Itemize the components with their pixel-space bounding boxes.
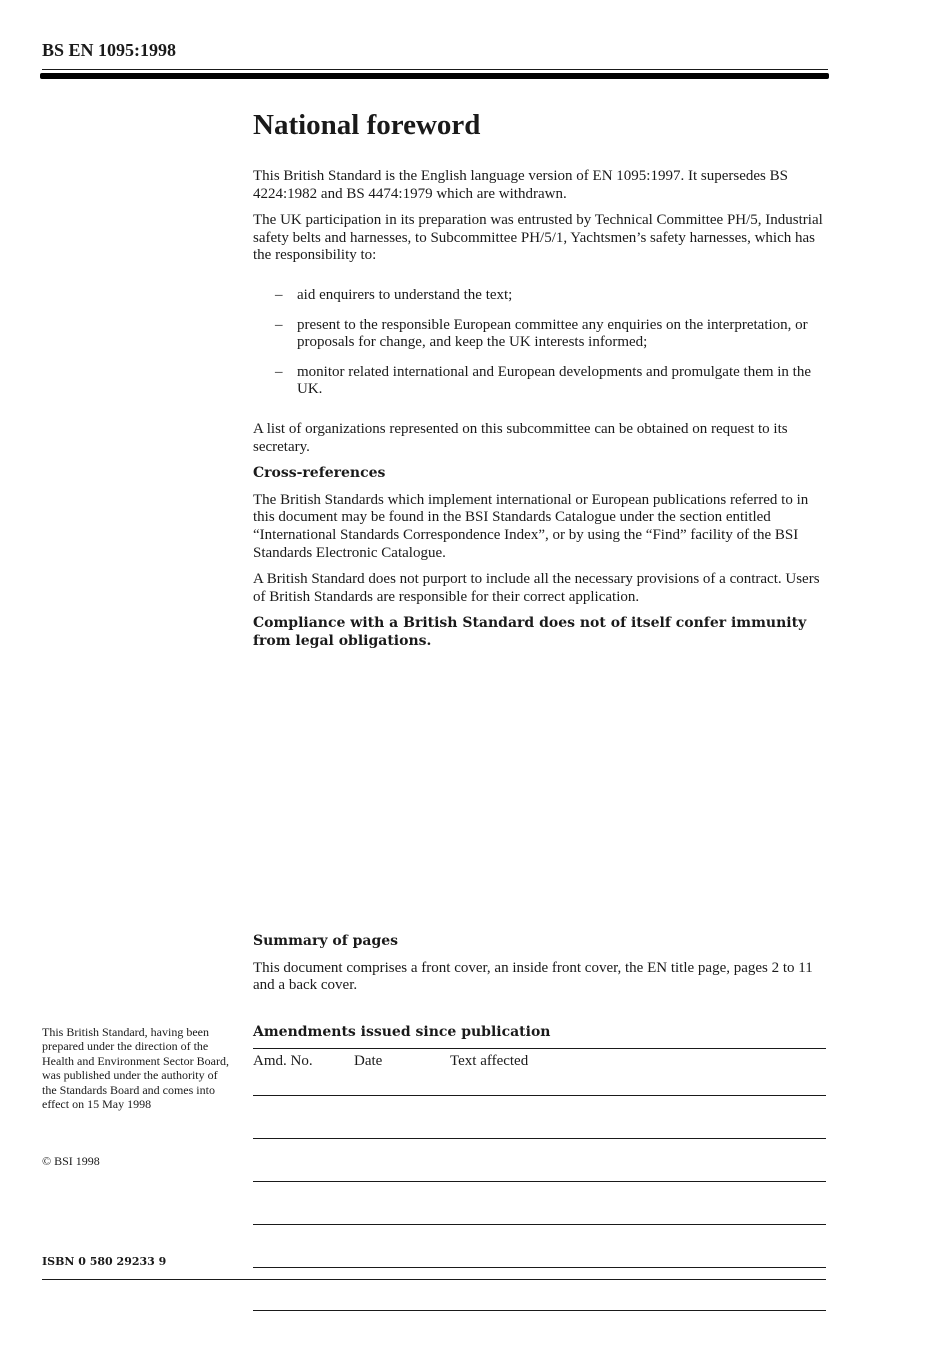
column-header-amd-no: Amd. No. (253, 1049, 354, 1096)
table-cell (450, 1182, 826, 1225)
document-code-header: BS EN 1095:1998 (42, 40, 177, 60)
table-row (253, 1139, 826, 1182)
table-cell (354, 1182, 450, 1225)
table-cell (253, 1225, 354, 1268)
table-row (253, 1225, 826, 1268)
paragraph-cross-references: The British Standards which implement international or European publications referred to in this document may be found in the BSI Standards Catalogue under the section entitled “International Standards Correspondence Index”, or by using the “Find” facility of the BSI Standards Electronic Catalogue. (253, 491, 809, 561)
compliance-statement: Compliance with a British Standard does not of itself confer immunity from legal obligations. (253, 615, 807, 649)
amendments-heading: Amendments issued since publication (253, 1024, 826, 1049)
table-row (253, 1096, 826, 1139)
dash-bullet: – (275, 363, 283, 380)
summary-heading: Summary of pages (253, 933, 399, 949)
summary-of-pages-section (253, 933, 828, 995)
responsibility-list (253, 287, 828, 399)
table-row (253, 1268, 826, 1311)
table-cell (253, 1139, 354, 1182)
amendments-header-row (253, 1049, 826, 1096)
paragraph-participation: The UK participation in its preparation was entrusted by Technical Committee PH/5, Industrial safety belts and harnesses, to Subcommittee PH/5/1, Yachtsmen’s safety harnesses, which has the responsibility to: (253, 212, 823, 264)
list-item (253, 317, 828, 352)
paragraph-supersedes: This British Standard is the English language version of EN 1095:1997. It supersedes BS 4224:1982 and BS 4474:1979 which are withdrawn. (253, 168, 788, 202)
national-foreword-section (253, 108, 828, 659)
list-item-text: monitor related international and European developments and promulgate them in the UK. (297, 363, 812, 398)
table-cell (450, 1139, 826, 1182)
table-cell (450, 1096, 826, 1139)
table-cell (253, 1096, 354, 1139)
footer-rule (42, 1279, 826, 1280)
summary-text: This document comprises a front cover, an inside front cover, the EN title page, pages 2 to 11 and a back cover. (253, 959, 813, 994)
publication-note-text: This British Standard, having been prepared under the direction of the Health and Environment Sector Board, was published under the authority of the Standards Board and comes into effect on 15 May 1998 (42, 1025, 229, 1112)
table-cell (450, 1268, 826, 1311)
paragraph-organizations: A list of organizations represented on this subcommittee can be obtained on request to its secretary. (253, 420, 788, 455)
table-cell (253, 1182, 354, 1225)
copyright-notice: © BSI 1998 (42, 1154, 100, 1168)
amendments-table (253, 1049, 826, 1311)
list-item-text: aid enquirers to understand the text; (297, 286, 513, 303)
header-rule-thin (42, 69, 828, 70)
page-title: National foreword (253, 109, 481, 141)
list-item-text: present to the responsible European committee any enquiries on the interpretation, or proposals for change, and keep the UK interests informed; (297, 316, 808, 351)
publication-note (42, 1025, 232, 1111)
isbn-number: ISBN 0 580 29233 9 (42, 1255, 167, 1268)
paragraph-provisions: A British Standard does not purport to include all the necessary provisions of a contract. Users of British Standards are responsible for their correct application. (253, 571, 820, 605)
column-header-text-affected: Text affected (450, 1049, 826, 1096)
table-cell (354, 1268, 450, 1311)
list-item (253, 287, 828, 305)
table-cell (450, 1225, 826, 1268)
dash-bullet: – (275, 286, 283, 303)
amendments-section (253, 1024, 826, 1311)
column-header-date: Date (354, 1049, 450, 1096)
header-rule-thick (40, 73, 829, 79)
table-cell (354, 1096, 450, 1139)
dash-bullet: – (275, 316, 283, 333)
table-cell (354, 1225, 450, 1268)
cross-references-heading: Cross-references (253, 465, 386, 482)
table-row (253, 1182, 826, 1225)
table-cell (253, 1268, 354, 1311)
list-item (253, 364, 828, 399)
table-cell (354, 1139, 450, 1182)
